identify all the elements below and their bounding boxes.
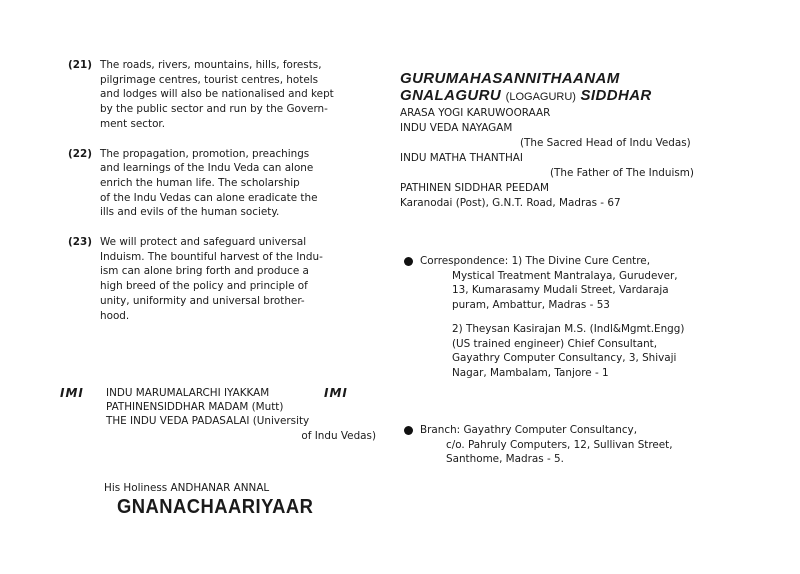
text-line: enrich the human life. The scholarship — [100, 176, 300, 189]
institution-names — [106, 386, 376, 443]
declarations-column — [68, 58, 370, 338]
text-line: of the Indu Vedas can alone eradicate the — [100, 191, 318, 204]
correspondence-line: Correspondence: 1) The Divine Cure Centre, — [420, 255, 650, 267]
title-paren: (LOGAGURU) — [505, 91, 576, 103]
text-line: high breed of the policy and principle of — [100, 280, 308, 293]
title-gnalaguru — [400, 87, 740, 106]
item-number: (21) — [68, 59, 92, 71]
title-thanthai: INDU MATHA THANTHAI — [400, 152, 523, 164]
item-text — [100, 147, 370, 221]
imi-emblem: IMI — [60, 386, 84, 400]
text-line: The propagation, promotion, preachings — [100, 147, 310, 160]
branch-line: Branch: Gayathry Computer Consultancy, — [420, 424, 638, 436]
text-line: hood. — [100, 309, 130, 322]
branch-line: Santhome, Madras - 5. — [446, 453, 564, 466]
address-line: Karanodai (Post), G.N.T. Road, Madras - 67 — [400, 197, 621, 209]
bullet-icon — [404, 257, 413, 266]
text-line: and learnings of the Indu Veda can alone — [100, 162, 314, 175]
subtitle-father: (The Father of The Induism) — [550, 167, 694, 179]
item-text — [100, 235, 370, 323]
title-peedam: PATHINEN SIDDHAR PEEDAM — [400, 182, 549, 194]
title-part: GNALAGURU — [400, 87, 502, 104]
item-number: (23) — [68, 236, 92, 249]
institution-line: INDU MARUMALARCHI IYAKKAM — [106, 387, 270, 399]
text-line: We will protect and safeguard universal — [100, 236, 307, 249]
institution-line: THE INDU VEDA PADASALAI (University — [106, 415, 310, 428]
text-line: ism can alone bring forth and produce a — [100, 265, 309, 278]
correspondence-line: Nagar, Mambalam, Tanjore - 1 — [452, 366, 609, 379]
correspondence-block — [420, 254, 740, 381]
declaration-22 — [68, 147, 370, 221]
guru-name-heading: GNANACHAARIYAAR — [117, 496, 314, 518]
institution-line: of Indu Vedas) — [301, 429, 376, 442]
titles-column — [400, 70, 740, 211]
text-line: Induism. The bountiful harvest of the Indu- — [100, 250, 323, 263]
subtitle-sacred-head: (The Sacred Head of Indu Vedas) — [520, 137, 691, 149]
text-line: unity, uniformity and universal brother- — [100, 294, 305, 307]
text-line: The roads, rivers, mountains, hills, forests, — [100, 59, 322, 71]
text-line: and lodges will also be nationalised and kept — [100, 88, 334, 101]
title-nayagam: INDU VEDA NAYAGAM — [400, 122, 513, 134]
text-line: by the public sector and run by the Govern- — [100, 103, 328, 116]
institution-line: PATHINENSIDDHAR MADAM (Mutt) — [106, 401, 284, 414]
correspondence-line: 13, Kumarasamy Mudali Street, Vardaraja — [452, 284, 669, 297]
bullet-icon — [404, 426, 413, 435]
branch-block — [420, 423, 740, 467]
declaration-23 — [68, 235, 370, 323]
text-line: ment sector. — [100, 117, 166, 130]
text-line: pilgrimage centres, tourist centres, hotels — [100, 73, 319, 86]
title-part: SIDDHAR — [580, 87, 652, 104]
text-line: ills and evils of the human society. — [100, 206, 280, 219]
correspondence-line: Gayathry Computer Consultancy, 3, Shivaji — [452, 352, 677, 365]
holiness-line: His Holiness ANDHANAR ANNAL — [104, 482, 270, 494]
title-arasa: ARASA YOGI KARUWOORAAR — [400, 107, 551, 119]
correspondence-line: puram, Ambattur, Madras - 53 — [452, 299, 610, 312]
imi-emblem: IMI — [324, 386, 348, 400]
correspondence-line: Mystical Treatment Mantralaya, Gurudever, — [452, 269, 678, 282]
correspondence-line: 2) Theysan Kasirajan M.S. (Indl&Mgmt.Engg) — [452, 322, 685, 335]
item-text — [100, 58, 370, 132]
title-gurumahasannithaanam: GURUMAHASANNITHAANAM — [400, 70, 620, 87]
correspondence-line: (US trained engineer) Chief Consultant, — [452, 337, 658, 350]
item-number: (22) — [68, 147, 92, 160]
declaration-21 — [68, 58, 370, 132]
branch-line: c/o. Pahruly Computers, 12, Sullivan Street, — [446, 438, 673, 451]
